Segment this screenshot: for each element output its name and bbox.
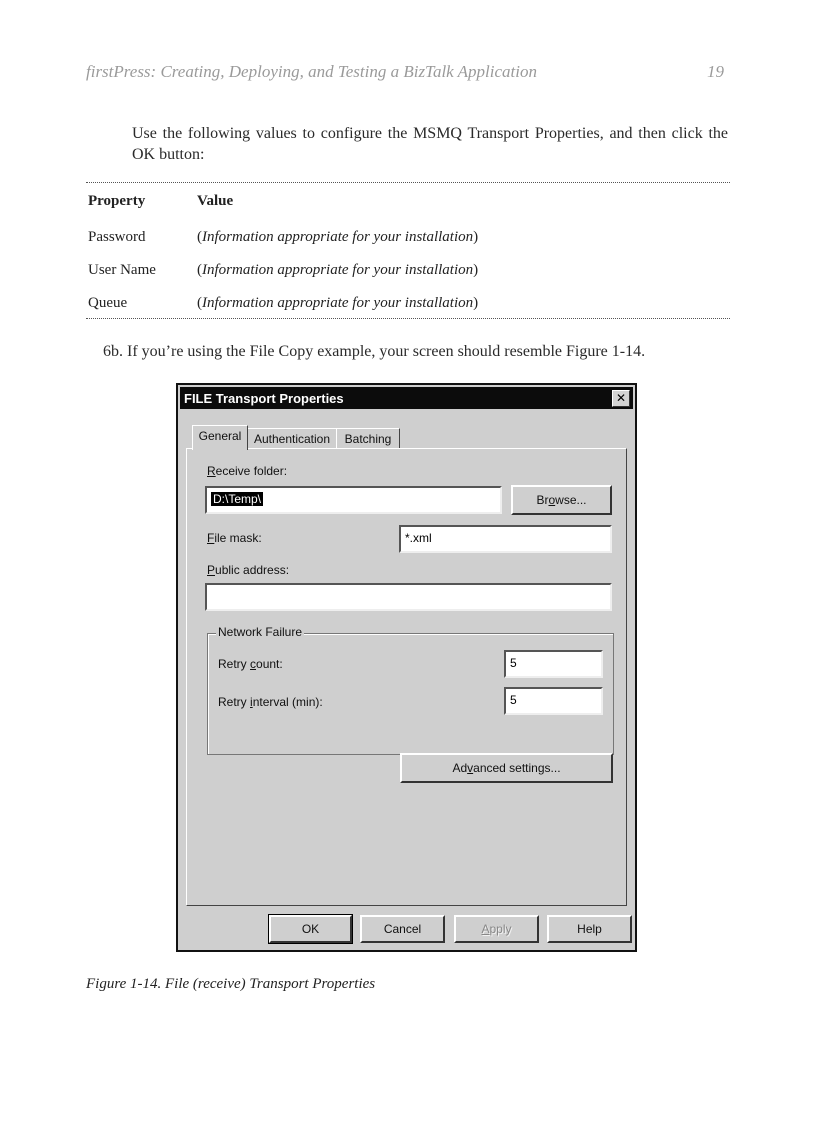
close-icon[interactable]: ✕ [612,390,630,407]
advanced-settings-button[interactable]: Advanced settings... [400,753,613,783]
public-address-input[interactable] [205,583,612,611]
page-number: 19 [707,62,724,81]
file-transport-properties-dialog [176,383,637,952]
tab-authentication[interactable]: Authentication [246,428,338,449]
network-failure-legend: Network Failure [218,625,303,639]
public-address-label: Public address: [207,563,290,577]
retry-count-label: Retry count: [218,657,283,671]
cancel-button[interactable]: Cancel [360,915,445,943]
receive-folder-input[interactable]: D:\Temp\ [205,486,502,514]
tab-general[interactable]: General [192,425,248,450]
cell-property: Password [88,229,146,245]
retry-interval-input[interactable]: 5 [504,687,603,715]
cell-value: (Information appropriate for your installation) [197,229,479,245]
figure-caption: Figure 1-14. File (receive) Transport Properties [86,976,376,992]
header-property: Property [88,193,146,209]
dialog-titlebar [180,387,633,409]
running-head [86,62,726,86]
file-mask-label: File mask: [207,531,262,545]
receive-folder-label: Receive folder: [207,464,288,478]
cell-property: Queue [88,295,128,311]
file-mask-input[interactable]: *.xml [399,525,612,553]
step-6b-text: 6b. If you’re using the File Copy example, your screen should resemble Figure 1-14. [103,343,646,360]
tab-batching[interactable]: Batching [336,428,400,449]
retry-interval-label: Retry interval (min): [218,695,323,709]
apply-button[interactable]: Apply [454,915,539,943]
table-row [86,252,730,285]
dialog-title: FILE Transport Properties [184,391,344,406]
help-button[interactable]: Help [547,915,632,943]
browse-button[interactable]: Browse... [511,485,612,515]
ok-button[interactable]: OK [269,915,352,943]
property-table [86,182,730,319]
header-value: Value [197,193,234,209]
retry-count-input[interactable]: 5 [504,650,603,678]
table-header-row [86,183,730,219]
table-bottom-rule [86,318,730,319]
intro-paragraph: Use the following values to configure the MSMQ Transport Properties, and then click the OK button: [132,125,728,163]
table-row [86,219,730,252]
running-title: firstPress: Creating, Deploying, and Testing a BizTalk Application [86,62,537,81]
cell-value: (Information appropriate for your installation) [197,262,479,278]
cell-property: User Name [88,262,156,278]
table-row [86,285,730,318]
cell-value: (Information appropriate for your installation) [197,295,479,311]
